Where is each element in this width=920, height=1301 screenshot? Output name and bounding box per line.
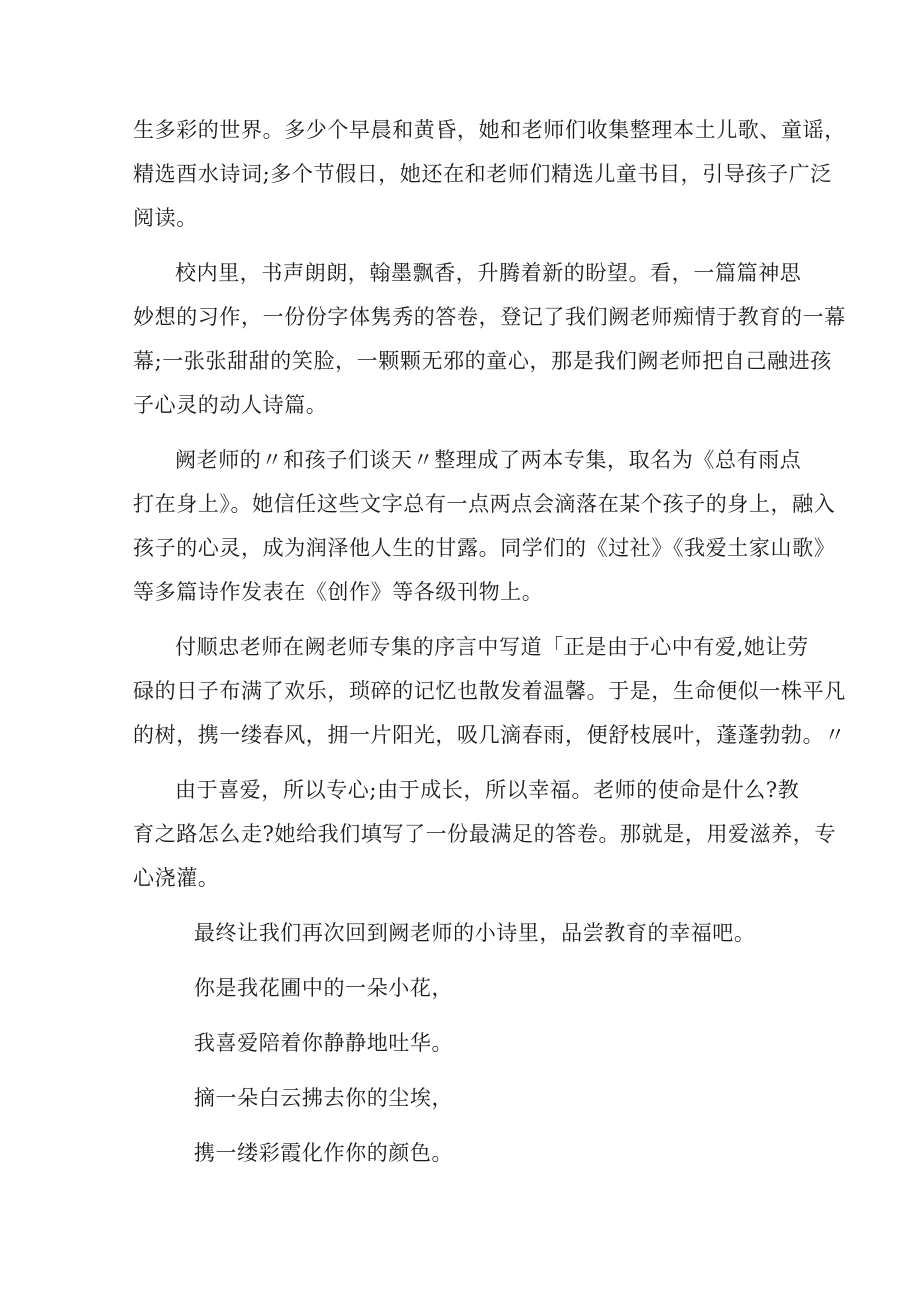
- text-line: 的树，携一缕春风，拥一片阳光，吸几滴春雨，便舒枝展叶，蓬蓬勃勃。〃: [133, 723, 846, 747]
- paragraph-4: [133, 625, 846, 757]
- poem-line: 我喜爱陪着你静静地吐华。: [193, 1031, 454, 1055]
- paragraph-2: [133, 251, 846, 427]
- text-line: 精选酉水诗词;多个节假日，她还在和老师们精选儿童书目，引导孩子广泛: [133, 162, 832, 186]
- text-line: 等多篇诗作发表在《创作》等各级刊物上。: [133, 580, 544, 604]
- text-line: 育之路怎么走?她给我们填写了一份最满足的答卷。那就是，用爱滋养，专: [133, 822, 837, 846]
- text-line: 由于喜爱，所以专心;由于成长，所以幸福。老师的使命是什么?教: [175, 778, 800, 802]
- text-line: 碌的日子布满了欢乐，琐碎的记忆也散发着温馨。于是，生命便似一株平凡: [133, 679, 846, 703]
- text-line: 生多彩的世界。多少个早晨和黄昏，她和老师们收集整理本土儿歌、童谣，: [133, 118, 846, 142]
- poem-line: 摘一朵白云拂去你的尘埃，: [193, 1086, 454, 1110]
- poem: [133, 966, 809, 1175]
- text-line: 妙想的习作，一份份字体隽秀的答卷，登记了我们阙老师痴情于教育的一幕: [133, 305, 846, 329]
- text-line: 付顺忠老师在阙老师专集的序言中写道「正是由于心中有爱,她让劳: [175, 635, 809, 659]
- text-line: 孩子的心灵，成为润泽他人生的甘露。同学们的《过社》《我爱土家山歌》: [133, 536, 836, 560]
- text-line: 阅读。: [133, 206, 198, 230]
- text-line: 心浇灌。: [133, 866, 220, 890]
- paragraph-5: [133, 768, 837, 900]
- poem-line: 携一缕彩霞化作你的颜色。: [193, 1141, 454, 1165]
- poem-line: 你是我花圃中的一朵小花，: [193, 976, 454, 1000]
- text-line: 校内里，书声朗朗，翰墨飘香，升腾着新的盼望。看，一篇篇神思: [175, 261, 802, 285]
- paragraph-3: [133, 438, 836, 614]
- article-body: [133, 108, 846, 1186]
- text-line: 阙老师的〃和孩子们谈天〃整理成了两本专集，取名为《总有雨点: [175, 448, 802, 472]
- text-line: 子心灵的动人诗篇。: [133, 393, 328, 417]
- text-line: 幕;一张张甜甜的笑脸，一颗颗无邪的童心，那是我们阙老师把自己融进孩: [133, 349, 832, 373]
- text-line: 打在身上》。她信任这些文字总有一点两点会滴落在某个孩子的身上，融入: [133, 492, 836, 516]
- paragraph-1: [133, 108, 846, 240]
- paragraph-6: [133, 911, 809, 955]
- text-line: 最终让我们再次回到阙老师的小诗里，品尝教育的幸福吧。: [193, 921, 756, 945]
